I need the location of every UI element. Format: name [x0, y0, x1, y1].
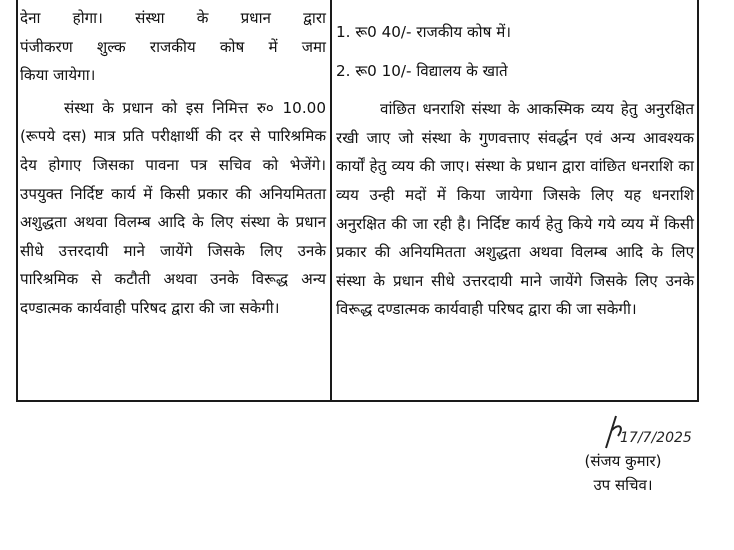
signature-scribble — [598, 412, 710, 452]
center-divider — [330, 0, 332, 402]
right-column — [336, 18, 694, 324]
bottom-border — [16, 400, 699, 402]
right-border — [697, 0, 699, 402]
left-border — [16, 0, 18, 402]
left-column — [20, 4, 326, 323]
handwritten-date: 17/7/2025 — [620, 430, 692, 446]
left-line-2: पंजीकरण शुल्क राजकीय कोष में जमा — [20, 37, 326, 56]
right-item-1: 1. रू0 40/- राजकीय कोष में। — [336, 23, 512, 41]
signatory-designation: उप सचिव। — [593, 476, 653, 494]
right-item-2: 2. रू0 10/- विद्यालय के खाते — [336, 61, 508, 80]
signatory-name: (संजय कुमार) — [584, 452, 662, 470]
right-paragraph: वांछित धनराशि संस्था के आकस्मिक व्यय हेतु अनुरक्षित रखी जाए जो संस्था के गुणवत्ताए संवर्द्धन एवं अन्य आवश्यक कार्यों हेतु व्यय की जाए। संस्था के प्रधान द्वारा वांछित धनराशि का व्यय उन्ही मदों में किया जायेगा जिसके लिए यह धनराशि अनुरक्षित की जा रही है। निर्दिष्ट कार्य हेतु किये गये व्यय में किसी प्रकार की अनियमितता अशुद्धता अथवा विलम्ब आदि के लिए संस्था के प्रधान सीधे उत्तरदायी माने जायेंगे जिसके लिए उनके विरूद्ध दण्डात्मक कार्यवाही परिषद द्वारा की जा सकेगी। — [336, 100, 694, 319]
left-line-1: देना होगा। संस्था के प्रधान द्वारा — [20, 9, 326, 27]
left-paragraph: संस्था के प्रधान को इस निमित्त रु० 10.00 (रूपये दस) मात्र प्रति परीक्षार्थी की दर से पारिश्रमिक देय होगाए जिसका पावना पत्र सचिव को भेजेंगे। उपयुक्त निर्दिष्ट कार्य में किसी प्रकार की अनियमितता अशुद्धता अथवा विलम्ब आदि के लिए संस्था के प्रधान सीधे उत्तरदायी माने जायेंगे जिसके लिए उनके पारिश्रमिक से कटौती अथवा उनके विरूद्ध अन्य दण्डात्मक कार्यवाही परिषद द्वारा की जा सकेगी। — [20, 98, 326, 317]
left-line-3: किया जायेगा। — [20, 66, 96, 85]
